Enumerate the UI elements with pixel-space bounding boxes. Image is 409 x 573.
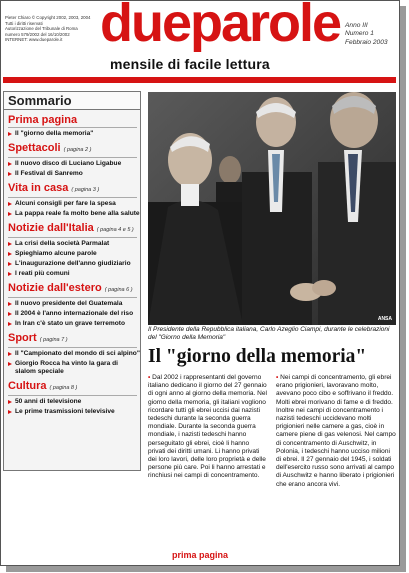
pubinfo-line: Autorizzazione del Tribunale di Roma (5, 26, 78, 32)
sidebar-link[interactable]: La pappa reale fa molto bene alla salute (8, 210, 140, 218)
article-text: Dal 2002 i rappresentanti del governo italiano dedicano il giorno del 27 gennaio di ogni anno al giorno della memoria. Nel giorno della memoria, gli italiani vogliono ricordare tutti gli ebrei uccisi dai nazisti tedeschi durante la seconda guerra mondiale. Durante la seconda guerra mondiale, i nazisti tedeschi hanno perseguitato gli ebrei, cioè li hanno privati dei diritti umani. Li hanno privati dei loro lavori, delle loro proprietà e delle persone più care. Poi li hanno arrestati e rinchiusi nei campi di concentramento. (148, 374, 268, 480)
article-column-1 (148, 374, 268, 489)
section-title[interactable]: Cultura ( pagina 8 ) (8, 380, 137, 396)
footer-page-label: prima pagina (171, 550, 228, 560)
section-title[interactable]: Spettacoli ( pagina 2 ) (8, 142, 137, 158)
section-sport (4, 332, 140, 376)
pubinfo-line: Pieter Chiaro © Copyright 2002, 2003, 2004 (5, 15, 91, 20)
section-page: ( pagina 4 e 5 ) (96, 227, 134, 233)
article-text: Nei campi di concentramento, gli ebrei erano prigionieri, lavoravano molto, avevano poco cibo e soffrivano il freddo. Molti ebrei morivano di fame e di freddo. Inoltre nei campi di concentramento i nazisti tedeschi uccidevano molti prigionieri nelle camere a gas, cioè in camere piene di gas velenosi. Nel campo di concentramento di Auschwitz, in Polonia, i tedeschi hanno ucciso milioni di ebrei. Il 27 gennaio del 1945, i soldati dell'esercito russo sono arrivati al campo di Auschwitz e hanno liberato i prigionieri che erano ancora vivi. (276, 374, 396, 488)
section-title[interactable]: Prima pagina (8, 114, 137, 128)
section-prima-pagina (4, 114, 140, 138)
sidebar-link[interactable]: Spieghiamo alcune parole (8, 250, 140, 258)
sidebar-link[interactable]: Il "giorno della memoria" (8, 130, 140, 138)
pubinfo-line: Tutti i diritti riservati (5, 20, 43, 26)
article-headline[interactable]: Il "giorno della memoria" (148, 346, 367, 367)
page-shadow-right (400, 6, 406, 570)
section-notizie-estero (4, 282, 140, 328)
bullet-icon: • (148, 374, 153, 381)
sidebar-link[interactable]: Giorgio Rocca ha vinto la gara di slalom speciale (8, 360, 140, 376)
sidebar-link[interactable]: I reati più comuni (8, 270, 140, 278)
page-shadow-bottom (6, 566, 406, 572)
section-title[interactable]: Notizie dall'estero ( pagina 6 ) (8, 282, 137, 298)
publication-info (5, 15, 105, 43)
article-column-2 (276, 374, 396, 489)
issue-info (345, 22, 388, 47)
section-title[interactable]: Sport ( pagina 7 ) (8, 332, 137, 348)
sidebar-link[interactable]: Il Festival di Sanremo (8, 170, 140, 178)
section-page: ( pagina 3 ) (71, 187, 100, 193)
photo-credit: ANSA (377, 316, 392, 322)
article-body (148, 374, 396, 489)
sidebar-link[interactable]: 50 anni di televisione (8, 398, 140, 406)
sidebar-link[interactable]: Il nuovo presidente del Guatemala (8, 300, 140, 308)
sidebar-link[interactable]: Il "Campionato del mondo di sci alpino" (8, 350, 140, 358)
masthead-divider (3, 77, 396, 83)
photo-caption: Il Presidente della Repubblica italiana, Carlo Azeglio Ciampi, durante le celebrazioni del "Giorno della Memoria" (148, 326, 390, 342)
section-page: ( pagina 6 ) (104, 287, 133, 293)
section-title[interactable]: Vita in casa ( pagina 3 ) (8, 182, 137, 198)
section-title[interactable]: Notizie dall'Italia ( pagina 4 e 5 ) (8, 222, 137, 238)
sommario-sidebar (3, 91, 141, 471)
sidebar-link[interactable]: La crisi della società Parmalat (8, 240, 140, 248)
news-photo (148, 92, 396, 325)
section-page: ( pagina 2 ) (63, 147, 92, 153)
pubinfo-line: numero 579/2002 del 16/10/2002 (5, 31, 70, 37)
section-notizie-italia (4, 222, 140, 278)
section-cultura (4, 380, 140, 416)
section-vita-in-casa (4, 182, 140, 218)
sidebar-link[interactable]: Il 2004 è l'anno internazionale del riso (8, 310, 140, 318)
sidebar-link[interactable]: Il nuovo disco di Luciano Ligabue (8, 160, 140, 168)
masthead-logo: dueparole (100, 0, 341, 53)
issue-date: Febbraio 2003 (345, 38, 388, 46)
section-page: ( pagina 7 ) (39, 337, 68, 343)
sidebar-link[interactable]: L'inaugurazione dell'anno giudiziario (8, 260, 140, 268)
section-page: ( pagina 8 ) (49, 385, 78, 391)
photo-illustration (148, 92, 396, 325)
sidebar-link[interactable]: In Iran c'è stato un grave terremoto (8, 320, 140, 328)
bullet-icon: • (276, 374, 281, 381)
masthead-subtitle: mensile di facile lettura (110, 56, 270, 72)
issue-number: Numero 1 (345, 30, 374, 38)
pubinfo-line: INTERNET: www.dueparole.it (5, 37, 63, 43)
issue-year: Anno III (345, 22, 368, 29)
section-spettacoli (4, 142, 140, 178)
sidebar-title: Sommario (4, 92, 140, 110)
sidebar-link[interactable]: Le prime trasmissioni televisive (8, 408, 140, 416)
sidebar-link[interactable]: Alcuni consigli per fare la spesa (8, 200, 140, 208)
